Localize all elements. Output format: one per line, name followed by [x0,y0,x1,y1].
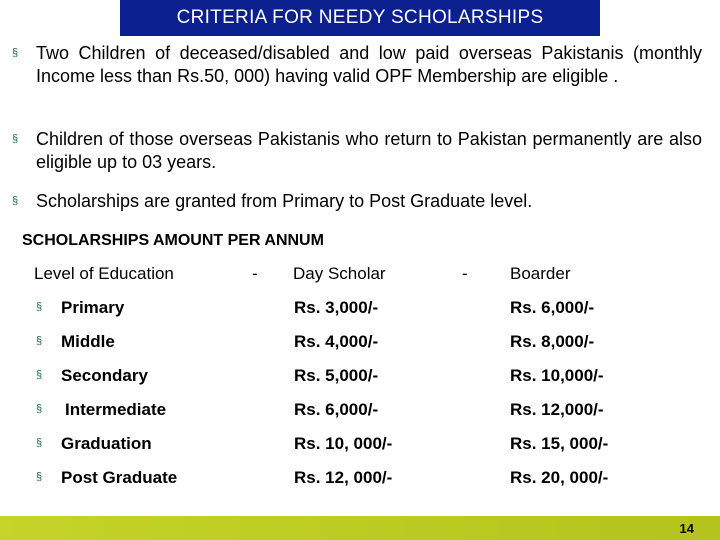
row-level: Middle [61,332,115,351]
slide-title: CRITERIA FOR NEEDY SCHOLARSHIPS [176,7,544,28]
row-day-scholar: Rs. 3,000/- [294,298,379,317]
section-heading: SCHOLARSHIPS AMOUNT PER ANNUM [22,232,324,249]
header-separator: - [462,264,468,283]
row-day-scholar: Rs. 6,000/- [294,400,379,419]
table-row [0,366,720,390]
row-day-scholar: Rs. 5,000/- [294,366,379,385]
row-day-scholar: Rs. 12, 000/- [294,468,393,487]
bullet-marker-icon: § [12,133,19,145]
bullet-text: Children of those overseas Pakistanis who return to Pakistan permanently are also eligible up to 03 years. [36,129,702,172]
page-number: 14 [679,521,694,536]
row-level: Post Graduate [61,468,178,487]
header-separator: - [252,264,258,283]
bullet-marker-icon: § [12,195,19,207]
row-boarder: Rs. 12,000/- [510,400,604,419]
bullet-marker-icon: § [36,471,43,483]
row-boarder: Rs. 20, 000/- [510,468,609,487]
bullet-marker-icon: § [36,437,43,449]
header-boarder: Boarder [510,264,571,283]
footer-bar [0,516,720,540]
row-level: Intermediate [65,400,167,419]
table-row [0,434,720,458]
header-day-scholar: Day Scholar [293,264,386,283]
row-boarder: Rs. 8,000/- [510,332,595,351]
table-row [0,298,720,322]
row-boarder: Rs. 10,000/- [510,366,604,385]
row-boarder: Rs. 15, 000/- [510,434,609,453]
row-level: Secondary [61,366,148,385]
bullet-item [12,42,702,88]
bullet-marker-icon: § [36,301,43,313]
table-header [0,264,720,288]
row-level: Graduation [61,434,152,453]
row-level: Primary [61,298,125,317]
table-row [0,468,720,492]
table-row [0,332,720,356]
bullet-marker-icon: § [12,47,19,59]
bullet-item [12,190,702,213]
slide-title-bar [120,0,600,36]
bullet-item [12,128,702,174]
bullet-marker-icon: § [36,403,43,415]
table-row [0,400,720,424]
bullet-text: Scholarships are granted from Primary to Post Graduate level. [36,191,533,211]
row-day-scholar: Rs. 4,000/- [294,332,379,351]
bullet-marker-icon: § [36,335,43,347]
header-level: Level of Education [34,264,174,283]
bullet-marker-icon: § [36,369,43,381]
row-boarder: Rs. 6,000/- [510,298,595,317]
row-day-scholar: Rs. 10, 000/- [294,434,393,453]
bullet-text: Two Children of deceased/disabled and low paid overseas Pakistanis (monthly Income less than Rs.50, 000) having valid OPF Membership are eligible . [36,43,702,86]
